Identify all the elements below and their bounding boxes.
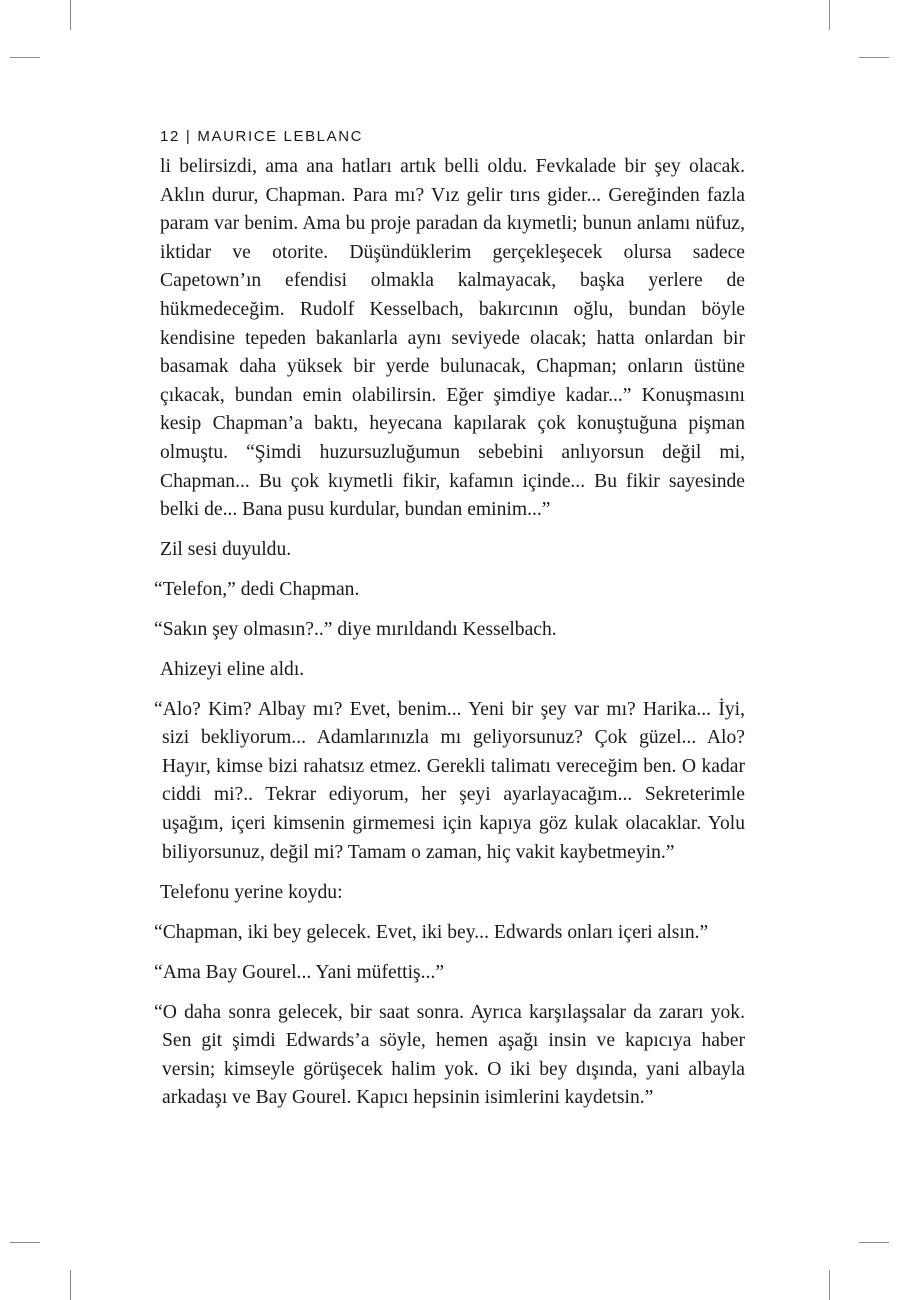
- paragraph: Ahizeyi eline aldı.: [160, 658, 305, 680]
- crop-mark-top-left: [70, 0, 71, 30]
- paragraph: “Telefon,” dedi Chapman.: [154, 578, 360, 600]
- crop-mark-top-right: [829, 0, 830, 30]
- body-text: [154, 153, 745, 1124]
- crop-mark-bottom-right: [829, 1270, 830, 1300]
- crop-mark-bottom-left-h: [10, 1242, 40, 1243]
- page-number: 12: [160, 128, 180, 145]
- paragraph: “Sakın şey olmasın?..” diye mırıldandı Kesselbach.: [154, 618, 557, 640]
- crop-mark-bottom-left: [70, 1270, 71, 1300]
- paragraph: Telefonu yerine koydu:: [160, 881, 343, 903]
- paragraph: “Ama Bay Gourel... Yani müfettiş...”: [154, 961, 445, 983]
- paragraph: “O daha sonra gelecek, bir saat sonra. Ayrıca karşılaşsalar da zararı yok. Sen git şimdi Edwards’a söyle, hemen aşağı insin ve kapıcıya haber versin; kimseyle görüşecek halim yok. O iki bey dışında, yani albayla arkadaşı ve Bay Gourel. Kapıcı hepsinin isimlerini kaydetsin.”: [154, 1001, 745, 1109]
- crop-mark-top-right-h: [859, 57, 889, 58]
- paragraph: “Chapman, iki bey gelecek. Evet, iki bey... Edwards onları içeri alsın.”: [154, 921, 709, 943]
- paragraph: Zil sesi duyuldu.: [160, 538, 292, 560]
- paragraph: “Alo? Kim? Albay mı? Evet, benim... Yeni bir şey var mı? Harika... İyi, sizi bekliyorum... Adamlarınızla mı geliyorsunuz? Çok güzel... Alo? Hayır, kimse bizi rahatsız etmez. Gerekli talimatı vereceğim ben. O kadar ciddi mi?.. Tekrar ediyorum, her şeyi ayarlayacağım... Sekreterimle uşağım, içeri kimsenin girmemesi için kapıya göz kulak olacaklar. Yolu biliyorsunuz, değil mi? Tamam o zaman, hiç vakit kaybetmeyin.”: [154, 698, 745, 863]
- crop-mark-bottom-right-h: [859, 1242, 889, 1243]
- crop-mark-top-left-h: [10, 57, 40, 58]
- header-separator: |: [185, 128, 192, 145]
- running-head: [160, 128, 363, 145]
- paragraph: li belirsizdi, ama ana hatları artık belli oldu. Fevkalade bir şey olacak. Aklın durur, Chapman. Para mı? Vız gelir tırıs gider... Gereğinden fazla param var benim. Ama bu proje paradan da kıymetli; bunun anlamı nüfuz, iktidar ve otorite. Düşündüklerim gerçekleşecek olursa sadece Capetown’ın efendisi olmakla kalmayacak, başka yerlere de hükmedeceğim. Rudolf Kesselbach, bakırcının oğlu, bundan böyle kendisine tepeden bakanlarla aynı seviyede olacak; hatta onlardan bir basamak daha yüksek bir yerde bulunacak, Chapman; onların üstüne çıkacak, bundan emin olabilirsin. Eğer şimdiye kadar...” Konuşmasını kesip Chapman’a baktı, heyecana kapılarak çok konuştuğuna pişman olmuştu. “Şimdi huzursuzluğumun sebebini anlıyorsun değil mi, Chapman... Bu çok kıymetli fikir, kafamın içinde... Bu fikir sayesinde belki de... Bana pusu kurdular, bundan eminim...”: [160, 156, 745, 521]
- author-name: MAURICE LEBLANC: [197, 128, 364, 145]
